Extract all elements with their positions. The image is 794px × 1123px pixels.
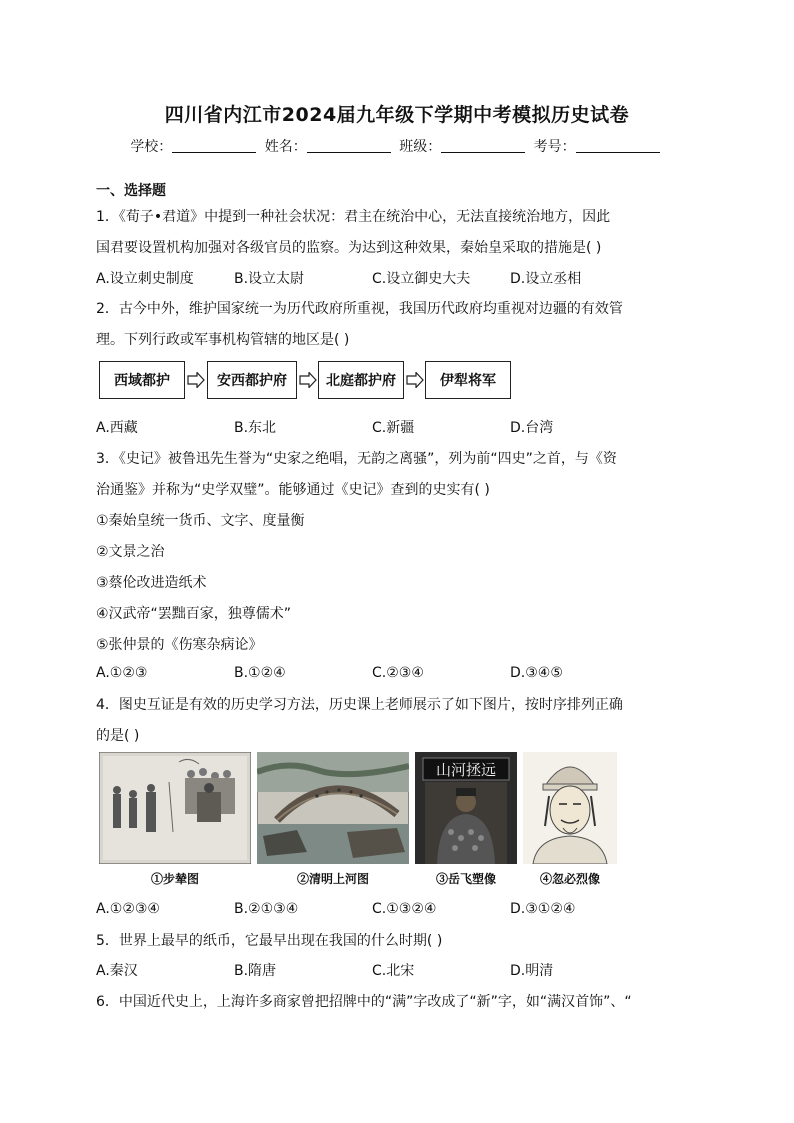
q2-options: [96, 417, 700, 437]
q3-option-a[interactable]: A.①②③: [96, 665, 148, 681]
q3-option-b[interactable]: B.①②④: [234, 665, 286, 681]
name-label: 姓名：: [264, 139, 307, 155]
q1-line-2: 国君要设置机构加强对各级官员的监察。为达到这种效果，秦始皇采取的措施是( ): [96, 240, 602, 256]
q5-line-1: 5．世界上最早的纸币，它最早出现在我国的什么时期( ): [96, 933, 443, 949]
q2-line-1: 2．古今中外，维护国家统一为历代政府所重视，我国历代政府均重视对边疆的有效管: [96, 301, 623, 317]
picture-qingming: [257, 752, 409, 888]
q3-item-3: ③蔡伦改进造纸术: [96, 575, 207, 591]
q3-line-1: 3．《史记》被鲁迅先生誉为“史家之绝唱，无韵之离骚”，列为前“四史”之首，与《资: [96, 451, 617, 467]
q4-option-a[interactable]: A.①②③④: [96, 901, 160, 917]
q3-item-5: ⑤张仲景的《伤寒杂病论》: [96, 637, 263, 653]
name-blank[interactable]: [307, 138, 391, 153]
section-heading: 一、选择题: [96, 183, 166, 199]
flow-arrow-1-icon: [187, 372, 205, 388]
picture-yuefei: [415, 752, 517, 888]
yuefei-statue-photo: [415, 752, 517, 864]
q5-option-a[interactable]: A.秦汉: [96, 963, 138, 979]
q3-options: [96, 665, 700, 685]
page-title: 四川省内江市2024届九年级下学期中考模拟历史试卷: [164, 104, 630, 126]
caption-4: ④忽必烈像: [539, 872, 600, 886]
q4-line-1: 4．图史互证是有效的历史学习方法，历史课上老师展示了如下图片，按时序排列正确: [96, 697, 623, 713]
flow-box-3: 北庭都护府: [318, 361, 404, 399]
q1-line-1: 1．《荀子•君道》中提到一种社会状况：君主在统治中心，无法直接统治地方，因此: [96, 209, 611, 225]
flow-arrow-3-icon: [406, 372, 424, 388]
q1-option-d[interactable]: D.设立丞相: [510, 271, 582, 287]
flow-box-1: 西域都护: [99, 361, 185, 399]
q3-item-1: ①秦始皇统一货币、文字、度量衡: [96, 513, 305, 529]
qingming-painting: [257, 752, 409, 864]
caption-3: ③岳飞塑像: [435, 872, 496, 886]
q2-option-a[interactable]: A.西藏: [96, 420, 138, 436]
exam-number-label: 考号：: [533, 139, 576, 155]
caption-1: ①步辇图: [150, 872, 199, 886]
q4-line-2: 的是( ): [96, 728, 140, 744]
flow-arrow-2-icon: [299, 372, 317, 388]
q5-option-c[interactable]: C.北宋: [372, 963, 415, 979]
q5-option-b[interactable]: B.隋唐: [234, 963, 277, 979]
plaque-text: 山河拯远: [435, 761, 497, 779]
caption-2: ②清明上河图: [296, 872, 369, 886]
kublai-portrait: [523, 752, 617, 864]
q1-option-c[interactable]: C.设立御史大夫: [372, 271, 471, 287]
class-label: 班级：: [399, 139, 442, 155]
q2-flow-diagram: [96, 361, 516, 401]
q3-option-d[interactable]: D.③④⑤: [510, 665, 563, 681]
q2-option-c[interactable]: C.新疆: [372, 420, 415, 436]
q3-item-2: ②文景之治: [96, 544, 165, 560]
q4-option-c[interactable]: C.①③②④: [372, 901, 437, 917]
q3-option-c[interactable]: C.②③④: [372, 665, 424, 681]
flow-box-2: 安西都护府: [207, 361, 297, 399]
q4-options: [96, 901, 700, 921]
q2-option-d[interactable]: D.台湾: [510, 420, 554, 436]
school-blank[interactable]: [172, 138, 256, 153]
q6-line-1: 6．中国近代史上，上海许多商家曾把招牌中的“满”字改成了“新”字，如“满汉首饰”、“: [96, 994, 632, 1010]
q1-options: [96, 268, 700, 288]
q3-line-2: 治通鉴》并称为“史学双璧”。能够通过《史记》查到的史实有( ): [96, 482, 490, 498]
q2-line-2: 理。下列行政或军事机构管辖的地区是( ): [96, 332, 350, 348]
flow-box-4: 伊犁将军: [425, 361, 511, 399]
q2-option-b[interactable]: B.东北: [234, 420, 277, 436]
q5-options: [96, 960, 700, 980]
picture-kublai: [523, 752, 617, 888]
school-label: 学校：: [130, 139, 173, 155]
q4-image-strip: [96, 752, 626, 892]
student-info-line: [0, 136, 794, 156]
q4-option-d[interactable]: D.③①②④: [510, 901, 576, 917]
class-blank[interactable]: [441, 138, 525, 153]
buniantu-painting: [99, 752, 251, 864]
q1-option-b[interactable]: B.设立太尉: [234, 271, 305, 287]
q4-option-b[interactable]: B.②①③④: [234, 901, 299, 917]
picture-buniantu: [99, 752, 251, 888]
exam-number-blank[interactable]: [576, 138, 660, 153]
q5-option-d[interactable]: D.明清: [510, 963, 554, 979]
q3-item-4: ④汉武帝“罢黜百家，独尊儒术”: [96, 606, 292, 622]
q1-option-a[interactable]: A.设立刺史制度: [96, 271, 194, 287]
